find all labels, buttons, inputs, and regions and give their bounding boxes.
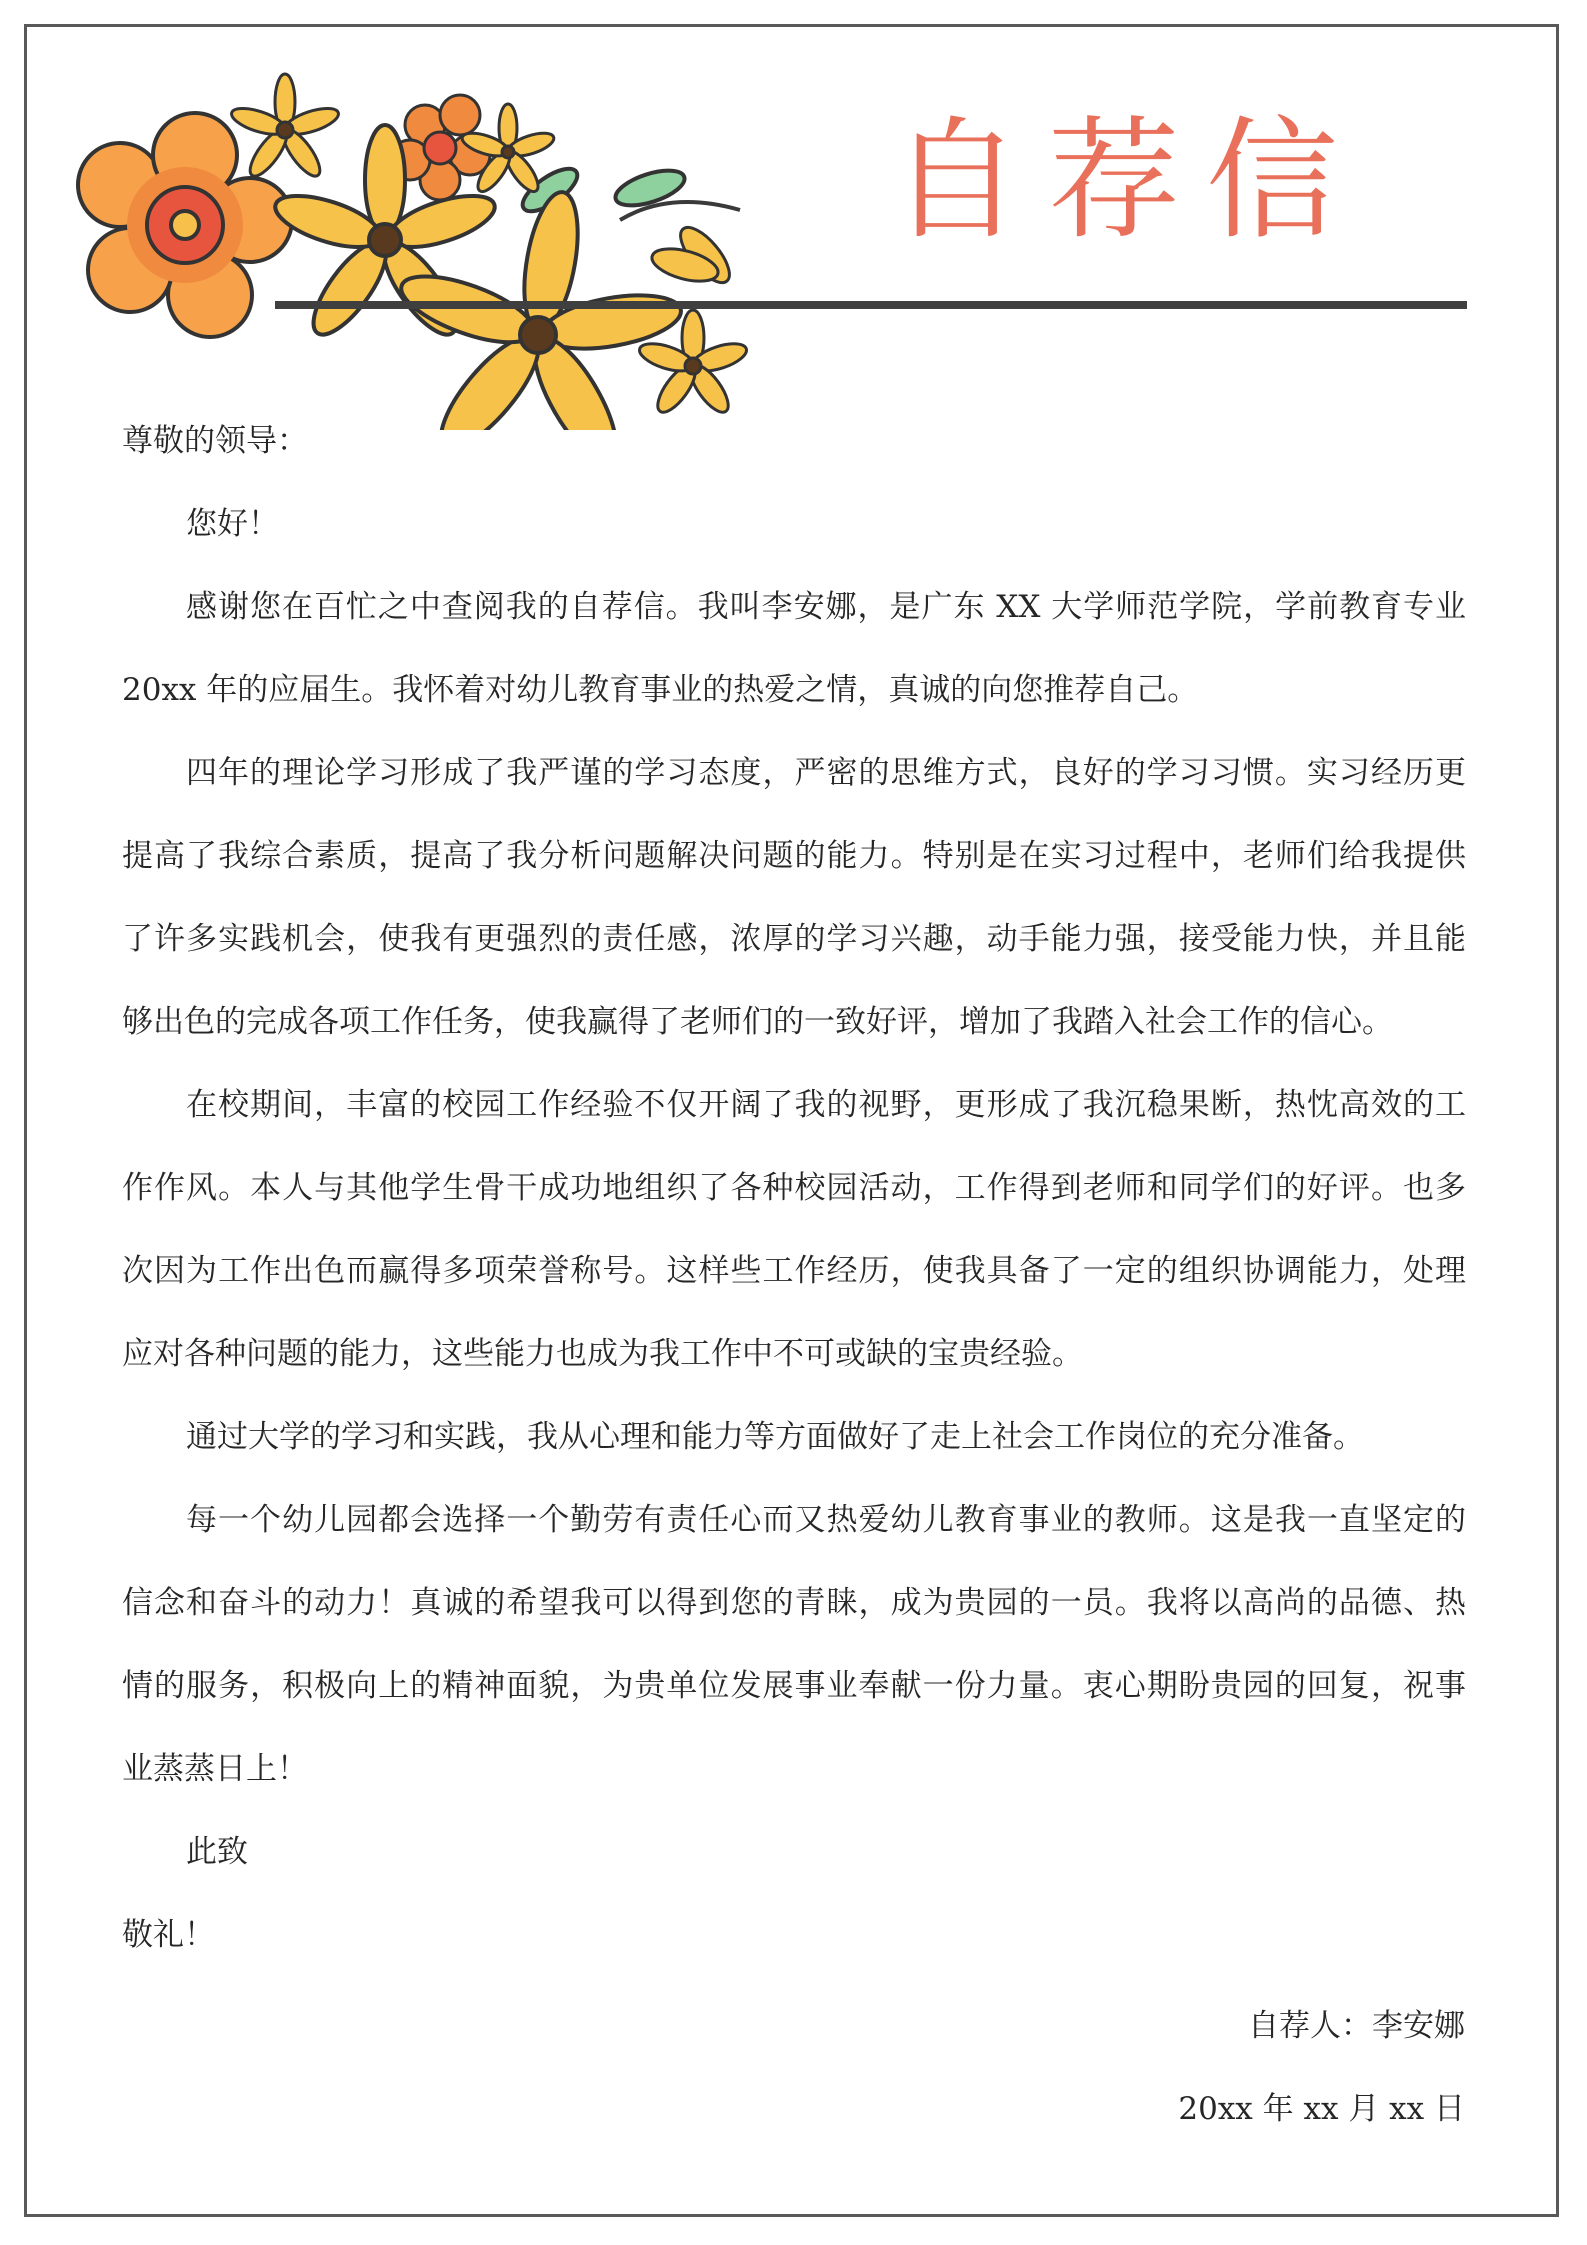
signature: 自荐人：李安娜 xyxy=(1248,2008,1465,2044)
body-line: 应对各种问题的能力，这些能力也成为我工作中不可或缺的宝贵经验。 xyxy=(122,1336,1083,1372)
body-line: 够出色的完成各项工作任务，使我赢得了老师们的一致好评，增加了我踏入社会工作的信心。 xyxy=(122,1004,1393,1040)
body-line: 了许多实践机会，使我有更强烈的责任感，浓厚的学习兴趣，动手能力强，接受能力快，并且能 xyxy=(122,921,1466,957)
body-line: 作作风。本人与其他学生骨干成功地组织了各种校园活动，工作得到老师和同学们的好评。也多 xyxy=(122,1170,1466,1206)
closing-2: 敬礼！ xyxy=(122,1917,215,1953)
date: 20xx 年 xx 月 xx 日 xyxy=(1178,2091,1465,2127)
closing-1: 此致 xyxy=(186,1834,248,1870)
flower-decoration xyxy=(60,70,780,430)
letter-body xyxy=(122,415,1466,1992)
body-line: 信念和奋斗的动力！真诚的希望我可以得到您的青睐，成为贵园的一员。我将以高尚的品德、热 xyxy=(122,1585,1466,1621)
body-line: 次因为工作出色而赢得多项荣誉称号。这样些工作经历，使我具备了一定的组织协调能力，处理 xyxy=(122,1253,1466,1289)
letter-title: 自荐信 xyxy=(890,104,1364,258)
body-line: 业蒸蒸日上！ xyxy=(122,1751,308,1787)
greeting: 您好！ xyxy=(186,506,279,542)
salutation: 尊敬的领导： xyxy=(122,423,308,459)
body-line: 通过大学的学习和实践，我从心理和能力等方面做好了走上社会工作岗位的充分准备。 xyxy=(186,1419,1364,1455)
body-line: 四年的理论学习形成了我严谨的学习态度，严密的思维方式，良好的学习习惯。实习经历更 xyxy=(186,755,1466,791)
body-line: 每一个幼儿园都会选择一个勤劳有责任心而又热爱幼儿教育事业的教师。这是我一直坚定的 xyxy=(186,1502,1466,1538)
body-line: 提高了我综合素质，提高了我分析问题解决问题的能力。特别是在实习过程中，老师们给我提供 xyxy=(122,838,1466,874)
body-line: 情的服务，积极向上的精神面貌，为贵单位发展事业奉献一份力量。衷心期盼贵园的回复，祝事 xyxy=(122,1668,1466,1704)
title-divider xyxy=(275,301,1467,309)
body-line: 感谢您在百忙之中查阅我的自荐信。我叫李安娜，是广东 XX 大学师范学院，学前教育专业 xyxy=(186,589,1466,625)
body-line: 20xx 年的应届生。我怀着对幼儿教育事业的热爱之情，真诚的向您推荐自己。 xyxy=(122,672,1199,708)
body-line: 在校期间，丰富的校园工作经验不仅开阔了我的视野，更形成了我沉稳果断，热忱高效的工 xyxy=(186,1087,1466,1123)
